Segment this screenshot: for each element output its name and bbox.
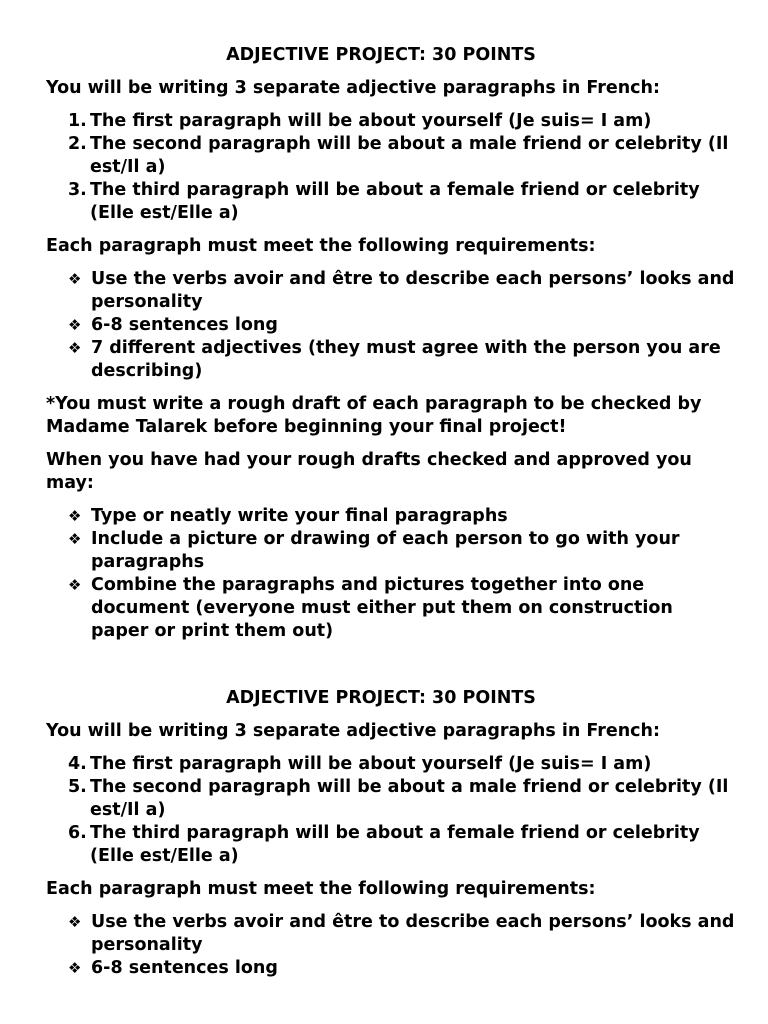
diamond-bullet-icon: ❖: [68, 270, 82, 288]
diamond-bullet-icon: ❖: [68, 339, 82, 357]
final-steps-list: [46, 505, 736, 643]
list-item: ❖ 6-8 sentences long: [68, 958, 278, 978]
list-item: ❖ Type or neatly write your final paragraphs: [68, 506, 508, 526]
project-title: ADJECTIVE PROJECT: 30 POINTS: [226, 688, 536, 708]
rough-draft-note: *You must write a rough draft of each paragraph to be checked by Madame Talarek before beginning your final project!: [46, 394, 702, 437]
list-item: 1. The first paragraph will be about yourself (Je suis= I am): [68, 111, 652, 131]
list-item: ❖ Use the verbs avoir and être to describe each persons’ looks and personality: [68, 269, 735, 312]
diamond-bullet-icon: ❖: [68, 913, 82, 931]
diamond-bullet-icon: ❖: [68, 576, 82, 594]
list-item: ❖ Combine the paragraphs and pictures together into one document (everyone must either put them on construction paper or print them out): [68, 575, 673, 641]
paragraph-list: [46, 753, 736, 868]
list-item: 5. The second paragraph will be about a male friend or celebrity (Il est/Il a): [68, 777, 729, 820]
project-title: ADJECTIVE PROJECT: 30 POINTS: [226, 45, 536, 65]
document-page: [46, 44, 736, 980]
list-item: 4. The first paragraph will be about yourself (Je suis= I am): [68, 754, 652, 774]
list-item: 6. The third paragraph will be about a female friend or celebrity (Elle est/Elle a): [68, 823, 700, 866]
requirements-intro: Each paragraph must meet the following requirements:: [46, 879, 596, 899]
requirements-intro: Each paragraph must meet the following requirements:: [46, 236, 596, 256]
diamond-bullet-icon: ❖: [68, 507, 82, 525]
approved-intro: When you have had your rough drafts checked and approved you may:: [46, 450, 692, 493]
list-item: 2. The second paragraph will be about a male friend or celebrity (Il est/Il a): [68, 134, 729, 177]
project-intro: You will be writing 3 separate adjective paragraphs in French:: [46, 78, 660, 98]
list-item: 3. The third paragraph will be about a female friend or celebrity (Elle est/Elle a): [68, 180, 700, 223]
paragraph-list: [46, 110, 736, 225]
diamond-bullet-icon: ❖: [68, 959, 82, 977]
list-item: ❖ 6-8 sentences long: [68, 315, 278, 335]
list-item: ❖ Use the verbs avoir and être to describe each persons’ looks and personality: [68, 912, 735, 955]
requirements-list: [46, 911, 736, 980]
list-item: ❖ Include a picture or drawing of each person to go with your paragraphs: [68, 529, 680, 572]
diamond-bullet-icon: ❖: [68, 316, 82, 334]
project-intro: You will be writing 3 separate adjective paragraphs in French:: [46, 721, 660, 741]
requirements-list: [46, 268, 736, 383]
list-item: ❖ 7 different adjectives (they must agree with the person you are describing): [68, 338, 721, 381]
diamond-bullet-icon: ❖: [68, 530, 82, 548]
